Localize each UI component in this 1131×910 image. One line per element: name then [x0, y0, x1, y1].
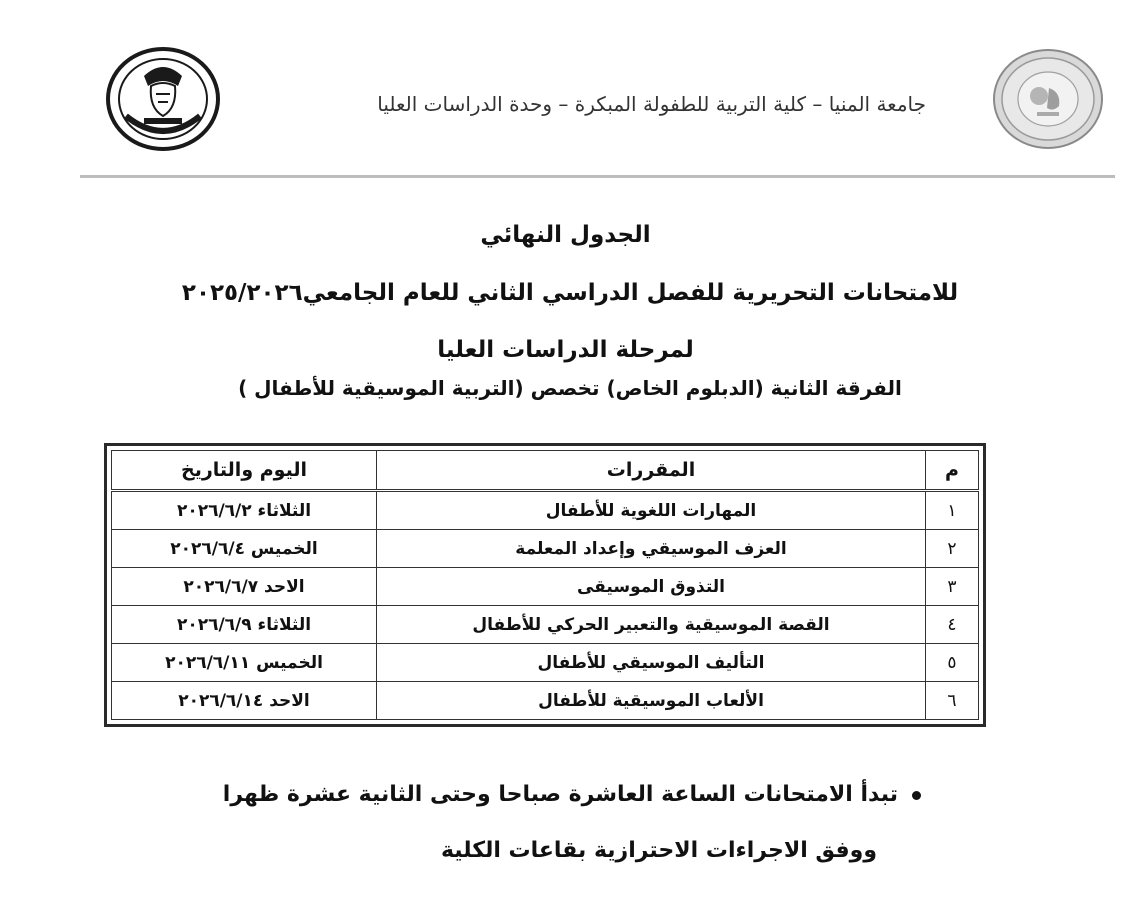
note-exam-time-text: تبدأ الامتحانات الساعة العاشرة صباحا وحتى الثانية عشرة ظهرا [222, 782, 898, 807]
row-date: الثلاثاء ٢٠٢٦/٦/٢ [112, 491, 377, 530]
row-num: ٤ [926, 606, 979, 644]
header-divider [80, 175, 1115, 178]
row-num: ٦ [926, 682, 979, 720]
header-num: م [926, 451, 979, 491]
row-course: العزف الموسيقي وإعداد المعلمة [377, 530, 926, 568]
row-num: ١ [926, 491, 979, 530]
row-date: الخميس ٢٠٢٦/٦/١١ [112, 644, 377, 682]
exam-table-frame [104, 443, 986, 727]
row-date: الثلاثاء ٢٠٢٦/٦/٩ [112, 606, 377, 644]
university-seal-icon [104, 46, 222, 152]
row-course: الألعاب الموسيقية للأطفال [377, 682, 926, 720]
row-date: الخميس ٢٠٢٦/٦/٤ [112, 530, 377, 568]
minia-university-seal-logo [104, 46, 222, 152]
row-course: المهارات اللغوية للأطفال [377, 491, 926, 530]
row-num: ٥ [926, 644, 979, 682]
table-row [112, 682, 979, 720]
table-row [112, 491, 979, 530]
table-row [112, 530, 979, 568]
table-header-row [112, 451, 979, 491]
faculty-seal-icon [989, 46, 1107, 152]
row-course: التأليف الموسيقي للأطفال [377, 644, 926, 682]
row-date: الاحد ٢٠٢٦/٦/٧ [112, 568, 377, 606]
bullet-icon [912, 791, 921, 800]
institution-header: جامعة المنيا – كلية التربية للطفولة المبكرة – وحدة الدراسات العليا [377, 92, 926, 116]
schedule-division: الفرقة الثانية (الدبلوم الخاص) تخصص (التربية الموسيقية للأطفال ) [238, 376, 902, 400]
row-num: ٣ [926, 568, 979, 606]
schedule-title: الجدول النهائي [480, 222, 651, 248]
table-row [112, 568, 979, 606]
row-course: التذوق الموسيقى [377, 568, 926, 606]
header-date: اليوم والتاريخ [112, 451, 377, 491]
schedule-subtitle: للامتحانات التحريرية للفصل الدراسي الثاني للعام الجامعي٢٠٢٥/٢٠٢٦ [181, 280, 959, 306]
note-precautions: ووفق الاجراءات الاحترازية بقاعات الكلية [440, 838, 877, 863]
table-row [112, 606, 979, 644]
row-num: ٢ [926, 530, 979, 568]
table-row [112, 644, 979, 682]
header-course: المقررات [377, 451, 926, 491]
exam-table [111, 450, 979, 720]
faculty-seal-logo [989, 46, 1107, 152]
note-exam-time [223, 782, 921, 807]
row-date: الاحد ٢٠٢٦/٦/١٤ [112, 682, 377, 720]
row-course: القصة الموسيقية والتعبير الحركي للأطفال [377, 606, 926, 644]
schedule-stage: لمرحلة الدراسات العليا [437, 337, 694, 363]
